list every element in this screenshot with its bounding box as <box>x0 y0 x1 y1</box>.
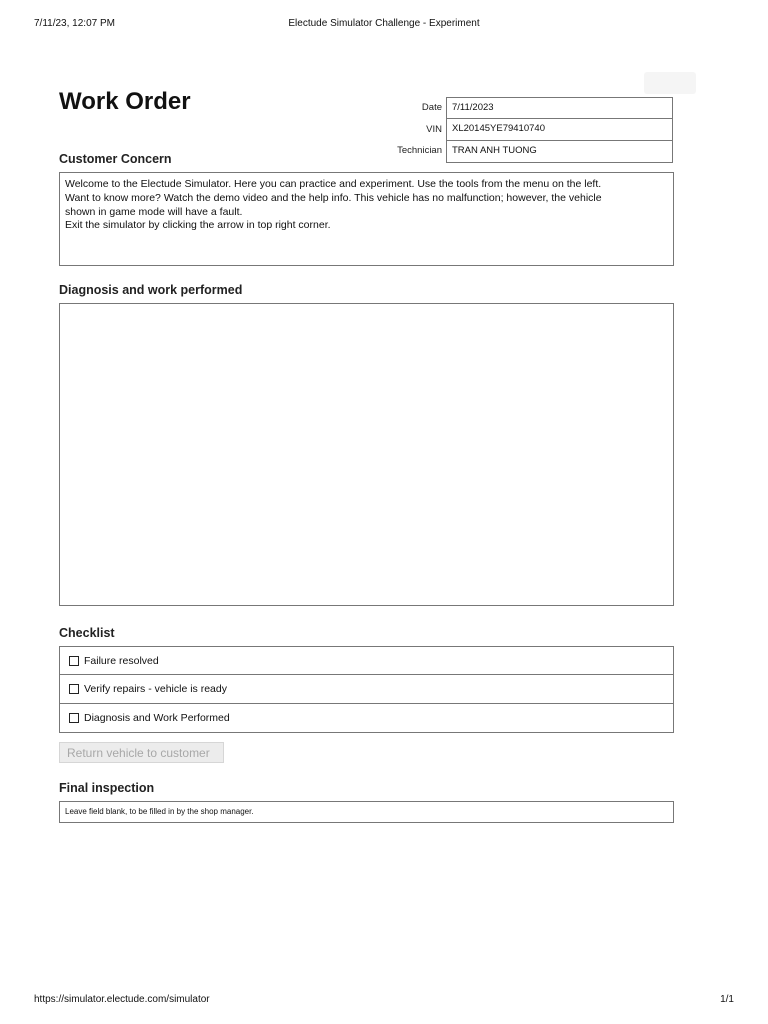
print-document-title: Electude Simulator Challenge - Experiment <box>288 18 480 29</box>
page-title: Work Order <box>59 88 191 115</box>
checklist-item-label: Failure resolved <box>84 654 159 667</box>
checklist-item-diagnosis-work-performed[interactable] <box>59 704 674 733</box>
return-vehicle-button[interactable]: Return vehicle to customer <box>59 742 224 763</box>
print-timestamp: 7/11/23, 12:07 PM <box>34 18 115 29</box>
technician-label: Technician <box>397 145 442 156</box>
customer-concern-heading: Customer Concern <box>59 152 172 166</box>
vin-label: VIN <box>426 124 442 135</box>
checklist <box>59 646 674 733</box>
date-label: Date <box>421 102 442 113</box>
concern-line: shown in game mode will have a fault. <box>65 205 243 218</box>
concern-line: Want to know more? Watch the demo video and the help info. This vehicle has no malfunction; however, the vehicle <box>65 191 602 204</box>
checklist-item-label: Verify repairs - vehicle is ready <box>84 683 227 695</box>
checklist-item-verify-repairs[interactable] <box>59 675 674 704</box>
checkbox[interactable] <box>69 713 79 723</box>
diagnosis-heading: Diagnosis and work performed <box>59 283 243 297</box>
print-url: https://simulator.electude.com/simulator <box>34 994 210 1005</box>
exit-button[interactable] <box>644 72 696 94</box>
checkbox[interactable] <box>69 684 79 694</box>
diagnosis-textarea[interactable] <box>59 303 674 606</box>
date-field[interactable]: 7/11/2023 <box>446 97 673 119</box>
technician-field[interactable]: TRAN ANH TUONG <box>446 141 673 163</box>
concern-line: Welcome to the Electude Simulator. Here you can practice and experiment. Use the tools from the menu on the left. <box>65 178 602 190</box>
checkbox[interactable] <box>69 656 79 666</box>
vin-field[interactable]: XL20145YE79410740 <box>446 119 673 141</box>
concern-line: Exit the simulator by clicking the arrow in top right corner. <box>65 219 331 232</box>
final-inspection-heading: Final inspection <box>59 781 155 795</box>
checklist-item-label: Diagnosis and Work Performed <box>84 712 230 724</box>
final-inspection-field[interactable]: Leave field blank, to be filled in by the shop manager. <box>59 801 674 823</box>
checklist-heading: Checklist <box>59 626 115 640</box>
print-header <box>34 18 734 32</box>
checklist-item-failure-resolved[interactable] <box>59 646 674 675</box>
print-page-number: 1/1 <box>720 994 734 1005</box>
customer-concern-box <box>59 172 674 266</box>
print-footer <box>34 994 734 1008</box>
